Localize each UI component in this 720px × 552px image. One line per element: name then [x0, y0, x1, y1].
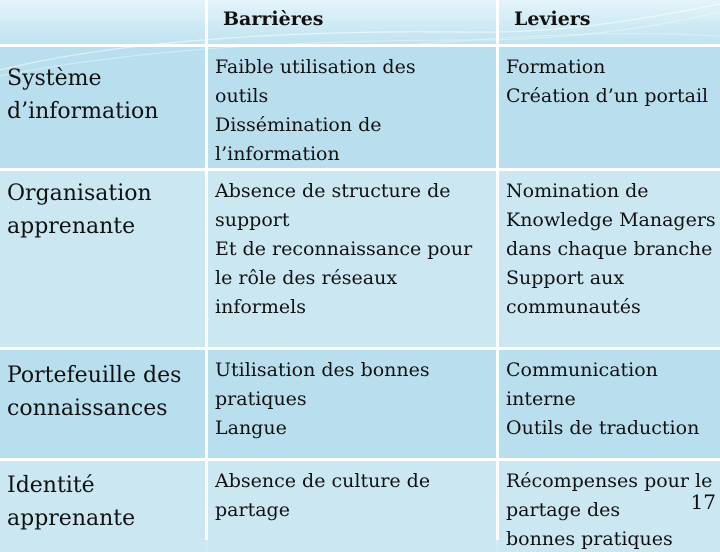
barrieres-text: Utilisation des bonnes pratiques Langue	[215, 359, 430, 439]
leviers-text: Nomination de Knowledge Managers dans chaque branche Support aux communautés	[506, 180, 716, 318]
leviers-cell	[499, 47, 720, 168]
header-leviers-cell	[499, 0, 720, 44]
leviers-cell	[499, 350, 720, 458]
row-label: Portefeuille des connaissances	[7, 363, 182, 421]
leviers-cell	[499, 171, 720, 347]
leviers-cell	[499, 461, 720, 552]
barrieres-cell	[208, 171, 496, 347]
barrieres-text: Absence de structure de support Et de reconnaissance pour le rôle des réseaux informels	[215, 180, 473, 318]
row-label: Organisation apprenante	[7, 181, 152, 239]
row-label-cell	[0, 171, 205, 347]
page-number: 17	[690, 490, 716, 514]
row-label-cell	[0, 350, 205, 458]
header-corner-cell	[0, 0, 205, 44]
header-barrieres: Barrières	[223, 8, 324, 30]
leviers-text: Récompenses pour le partage des bonnes pratiques	[506, 470, 713, 550]
barrieres-cell	[208, 47, 496, 168]
leviers-text: Communication interne Outils de traduction	[506, 359, 700, 439]
header-barrieres-cell	[208, 0, 496, 44]
row-label: Identité apprenante	[7, 473, 136, 531]
header-leviers: Leviers	[514, 8, 591, 30]
leviers-text: Formation Création d’un portail	[506, 56, 709, 107]
row-label: Système d’information	[7, 66, 159, 124]
barrieres-text: Faible utilisation des outils Dissémination de l’information	[215, 56, 416, 165]
barrieres-cell	[208, 350, 496, 458]
barrieres-text: Absence de culture de partage	[215, 470, 431, 521]
row-label-cell	[0, 461, 205, 552]
barrieres-cell	[208, 461, 496, 552]
row-label-cell	[0, 47, 205, 168]
